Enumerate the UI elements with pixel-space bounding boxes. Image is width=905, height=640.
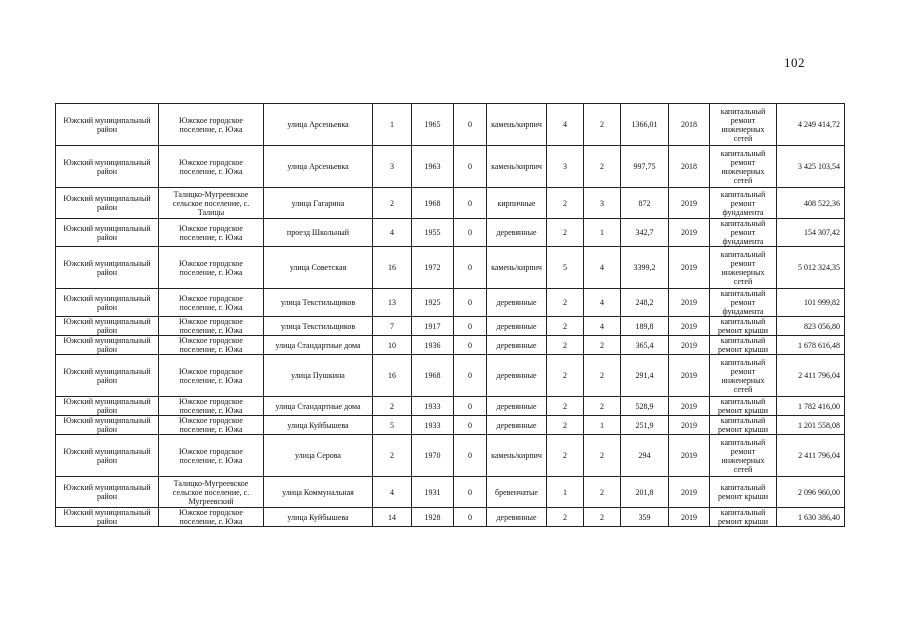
- district-cell: Южский муниципальный район: [56, 477, 159, 508]
- work-type-cell: капитальный ремонт инженерных сетей: [710, 104, 777, 146]
- plan-year-cell: 2019: [669, 289, 710, 317]
- table-row: [56, 289, 845, 317]
- settlement-cell: Южское городское поселение, г. Южа: [159, 336, 264, 355]
- work-type-cell: капитальный ремонт крыши: [710, 336, 777, 355]
- entrances-cell: 4: [584, 317, 621, 336]
- district-cell: Южский муниципальный район: [56, 397, 159, 416]
- work-type-cell: капитальный ремонт фундамента: [710, 289, 777, 317]
- build-year-cell: 1931: [412, 477, 454, 508]
- floors-cell: 2: [547, 317, 584, 336]
- street-cell: улица Пушкина: [264, 355, 373, 397]
- wall-material-cell: деревянные: [487, 508, 547, 527]
- street-cell: проезд Школьный: [264, 219, 373, 247]
- floors-cell: 2: [547, 508, 584, 527]
- work-type-cell: капитальный ремонт крыши: [710, 508, 777, 527]
- zero-cell: 0: [454, 477, 487, 508]
- floors-cell: 4: [547, 104, 584, 146]
- work-type-cell: капитальный ремонт крыши: [710, 397, 777, 416]
- table-row: [56, 188, 845, 219]
- zero-cell: 0: [454, 397, 487, 416]
- floors-cell: 2: [547, 289, 584, 317]
- settlement-cell: Южское городское поселение, г. Южа: [159, 435, 264, 477]
- wall-material-cell: деревянные: [487, 317, 547, 336]
- settlement-cell: Южское городское поселение, г. Южа: [159, 317, 264, 336]
- plan-year-cell: 2019: [669, 219, 710, 247]
- cost-cell: 1 782 416,00: [777, 397, 845, 416]
- work-type-cell: капитальный ремонт крыши: [710, 477, 777, 508]
- cost-cell: 2 411 796,04: [777, 355, 845, 397]
- area-cell: 201,8: [621, 477, 669, 508]
- plan-year-cell: 2019: [669, 188, 710, 219]
- wall-material-cell: камень/кирпич: [487, 247, 547, 289]
- cost-cell: 1 678 616,48: [777, 336, 845, 355]
- work-type-cell: капитальный ремонт крыши: [710, 416, 777, 435]
- table-row: [56, 219, 845, 247]
- build-year-cell: 1968: [412, 355, 454, 397]
- wall-material-cell: деревянные: [487, 416, 547, 435]
- entrances-cell: 4: [584, 289, 621, 317]
- zero-cell: 0: [454, 188, 487, 219]
- house-number-cell: 2: [373, 397, 412, 416]
- area-cell: 189,8: [621, 317, 669, 336]
- district-cell: Южский муниципальный район: [56, 289, 159, 317]
- table-row: [56, 397, 845, 416]
- plan-year-cell: 2019: [669, 247, 710, 289]
- area-cell: 872: [621, 188, 669, 219]
- street-cell: улица Коммунальная: [264, 477, 373, 508]
- build-year-cell: 1925: [412, 289, 454, 317]
- house-number-cell: 13: [373, 289, 412, 317]
- table-row: [56, 104, 845, 146]
- floors-cell: 2: [547, 397, 584, 416]
- wall-material-cell: деревянные: [487, 336, 547, 355]
- settlement-cell: Южское городское поселение, г. Южа: [159, 289, 264, 317]
- area-cell: 251,9: [621, 416, 669, 435]
- settlement-cell: Южское городское поселение, г. Южа: [159, 508, 264, 527]
- zero-cell: 0: [454, 355, 487, 397]
- zero-cell: 0: [454, 146, 487, 188]
- build-year-cell: 1928: [412, 508, 454, 527]
- build-year-cell: 1917: [412, 317, 454, 336]
- floors-cell: 5: [547, 247, 584, 289]
- district-cell: Южский муниципальный район: [56, 188, 159, 219]
- floors-cell: 2: [547, 336, 584, 355]
- floors-cell: 2: [547, 219, 584, 247]
- work-type-cell: капитальный ремонт инженерных сетей: [710, 435, 777, 477]
- house-number-cell: 10: [373, 336, 412, 355]
- zero-cell: 0: [454, 317, 487, 336]
- house-number-cell: 4: [373, 477, 412, 508]
- district-cell: Южский муниципальный район: [56, 336, 159, 355]
- street-cell: улица Советская: [264, 247, 373, 289]
- street-cell: улица Арсеньевка: [264, 104, 373, 146]
- entrances-cell: 2: [584, 508, 621, 527]
- settlement-cell: Талицко-Мугреевское сельское поселение, с. Мугреевский: [159, 477, 264, 508]
- cost-cell: 154 307,42: [777, 219, 845, 247]
- table-row: [56, 336, 845, 355]
- street-cell: улица Арсеньевка: [264, 146, 373, 188]
- house-number-cell: 14: [373, 508, 412, 527]
- work-type-cell: капитальный ремонт инженерных сетей: [710, 247, 777, 289]
- table-row: [56, 435, 845, 477]
- entrances-cell: 3: [584, 188, 621, 219]
- plan-year-cell: 2018: [669, 146, 710, 188]
- cost-cell: 3 425 103,54: [777, 146, 845, 188]
- house-number-cell: 16: [373, 247, 412, 289]
- floors-cell: 2: [547, 435, 584, 477]
- area-cell: 365,4: [621, 336, 669, 355]
- zero-cell: 0: [454, 247, 487, 289]
- plan-year-cell: 2019: [669, 336, 710, 355]
- plan-year-cell: 2019: [669, 508, 710, 527]
- cost-cell: 2 411 796,04: [777, 435, 845, 477]
- build-year-cell: 1965: [412, 104, 454, 146]
- house-number-cell: 1: [373, 104, 412, 146]
- house-number-cell: 16: [373, 355, 412, 397]
- zero-cell: 0: [454, 435, 487, 477]
- district-cell: Южский муниципальный район: [56, 247, 159, 289]
- plan-year-cell: 2019: [669, 397, 710, 416]
- house-number-cell: 7: [373, 317, 412, 336]
- area-cell: 291,4: [621, 355, 669, 397]
- table-row: [56, 355, 845, 397]
- wall-material-cell: деревянные: [487, 397, 547, 416]
- area-cell: 359: [621, 508, 669, 527]
- floors-cell: 2: [547, 416, 584, 435]
- area-cell: 997,75: [621, 146, 669, 188]
- wall-material-cell: камень/кирпич: [487, 435, 547, 477]
- house-number-cell: 4: [373, 219, 412, 247]
- build-year-cell: 1972: [412, 247, 454, 289]
- cost-cell: 823 056,80: [777, 317, 845, 336]
- area-cell: 3399,2: [621, 247, 669, 289]
- plan-year-cell: 2019: [669, 435, 710, 477]
- floors-cell: 2: [547, 355, 584, 397]
- cost-cell: 408 522,36: [777, 188, 845, 219]
- plan-year-cell: 2018: [669, 104, 710, 146]
- house-number-cell: 2: [373, 188, 412, 219]
- table-row: [56, 317, 845, 336]
- settlement-cell: Южское городское поселение, г. Южа: [159, 355, 264, 397]
- build-year-cell: 1970: [412, 435, 454, 477]
- floors-cell: 2: [547, 188, 584, 219]
- build-year-cell: 1955: [412, 219, 454, 247]
- area-cell: 248,2: [621, 289, 669, 317]
- work-type-cell: капитальный ремонт фундамента: [710, 188, 777, 219]
- entrances-cell: 4: [584, 247, 621, 289]
- work-type-cell: капитальный ремонт крыши: [710, 317, 777, 336]
- build-year-cell: 1963: [412, 146, 454, 188]
- entrances-cell: 2: [584, 355, 621, 397]
- entrances-cell: 2: [584, 104, 621, 146]
- cost-cell: 1 201 558,08: [777, 416, 845, 435]
- street-cell: улица Текстильщиков: [264, 317, 373, 336]
- floors-cell: 3: [547, 146, 584, 188]
- street-cell: улица Стандартные дома: [264, 397, 373, 416]
- street-cell: улица Текстильщиков: [264, 289, 373, 317]
- street-cell: улица Куйбышева: [264, 508, 373, 527]
- wall-material-cell: камень/кирпич: [487, 146, 547, 188]
- plan-year-cell: 2019: [669, 355, 710, 397]
- wall-material-cell: кирпичные: [487, 188, 547, 219]
- table-row: [56, 146, 845, 188]
- district-cell: Южский муниципальный район: [56, 219, 159, 247]
- street-cell: улица Стандартные дома: [264, 336, 373, 355]
- district-cell: Южский муниципальный район: [56, 317, 159, 336]
- settlement-cell: Южское городское поселение, г. Южа: [159, 397, 264, 416]
- housing-repair-table: [55, 103, 845, 527]
- district-cell: Южский муниципальный район: [56, 355, 159, 397]
- table-row: [56, 508, 845, 527]
- settlement-cell: Южское городское поселение, г. Южа: [159, 146, 264, 188]
- house-number-cell: 3: [373, 146, 412, 188]
- table-body: [56, 104, 845, 527]
- page-number: 102: [784, 55, 805, 70]
- wall-material-cell: бревенчатые: [487, 477, 547, 508]
- settlement-cell: Южское городское поселение, г. Южа: [159, 247, 264, 289]
- settlement-cell: Южское городское поселение, г. Южа: [159, 416, 264, 435]
- work-type-cell: капитальный ремонт инженерных сетей: [710, 146, 777, 188]
- entrances-cell: 2: [584, 146, 621, 188]
- area-cell: 342,7: [621, 219, 669, 247]
- street-cell: улица Куйбышева: [264, 416, 373, 435]
- plan-year-cell: 2019: [669, 317, 710, 336]
- settlement-cell: Южское городское поселение, г. Южа: [159, 104, 264, 146]
- zero-cell: 0: [454, 219, 487, 247]
- plan-year-cell: 2019: [669, 477, 710, 508]
- cost-cell: 5 012 324,35: [777, 247, 845, 289]
- entrances-cell: 1: [584, 219, 621, 247]
- zero-cell: 0: [454, 104, 487, 146]
- entrances-cell: 1: [584, 416, 621, 435]
- settlement-cell: Южское городское поселение, г. Южа: [159, 219, 264, 247]
- wall-material-cell: деревянные: [487, 355, 547, 397]
- build-year-cell: 1933: [412, 397, 454, 416]
- table-row: [56, 477, 845, 508]
- area-cell: 294: [621, 435, 669, 477]
- table-row: [56, 416, 845, 435]
- cost-cell: 101 999,82: [777, 289, 845, 317]
- entrances-cell: 2: [584, 397, 621, 416]
- area-cell: 528,9: [621, 397, 669, 416]
- zero-cell: 0: [454, 289, 487, 317]
- build-year-cell: 1968: [412, 188, 454, 219]
- district-cell: Южский муниципальный район: [56, 508, 159, 527]
- plan-year-cell: 2019: [669, 416, 710, 435]
- cost-cell: 1 630 386,40: [777, 508, 845, 527]
- cost-cell: 4 249 414,72: [777, 104, 845, 146]
- build-year-cell: 1933: [412, 416, 454, 435]
- entrances-cell: 2: [584, 435, 621, 477]
- cost-cell: 2 096 960,00: [777, 477, 845, 508]
- wall-material-cell: камень/кирпич: [487, 104, 547, 146]
- entrances-cell: 2: [584, 477, 621, 508]
- entrances-cell: 2: [584, 336, 621, 355]
- wall-material-cell: деревянные: [487, 219, 547, 247]
- settlement-cell: Талицко-Мугреевское сельское поселение, с. Талицы: [159, 188, 264, 219]
- district-cell: Южский муниципальный район: [56, 416, 159, 435]
- floors-cell: 1: [547, 477, 584, 508]
- zero-cell: 0: [454, 336, 487, 355]
- street-cell: улица Гагарина: [264, 188, 373, 219]
- work-type-cell: капитальный ремонт инженерных сетей: [710, 355, 777, 397]
- street-cell: улица Серова: [264, 435, 373, 477]
- district-cell: Южский муниципальный район: [56, 435, 159, 477]
- zero-cell: 0: [454, 416, 487, 435]
- district-cell: Южский муниципальный район: [56, 146, 159, 188]
- work-type-cell: капитальный ремонт фундамента: [710, 219, 777, 247]
- zero-cell: 0: [454, 508, 487, 527]
- build-year-cell: 1936: [412, 336, 454, 355]
- house-number-cell: 2: [373, 435, 412, 477]
- area-cell: 1366,01: [621, 104, 669, 146]
- wall-material-cell: деревянные: [487, 289, 547, 317]
- district-cell: Южский муниципальный район: [56, 104, 159, 146]
- house-number-cell: 5: [373, 416, 412, 435]
- table-row: [56, 247, 845, 289]
